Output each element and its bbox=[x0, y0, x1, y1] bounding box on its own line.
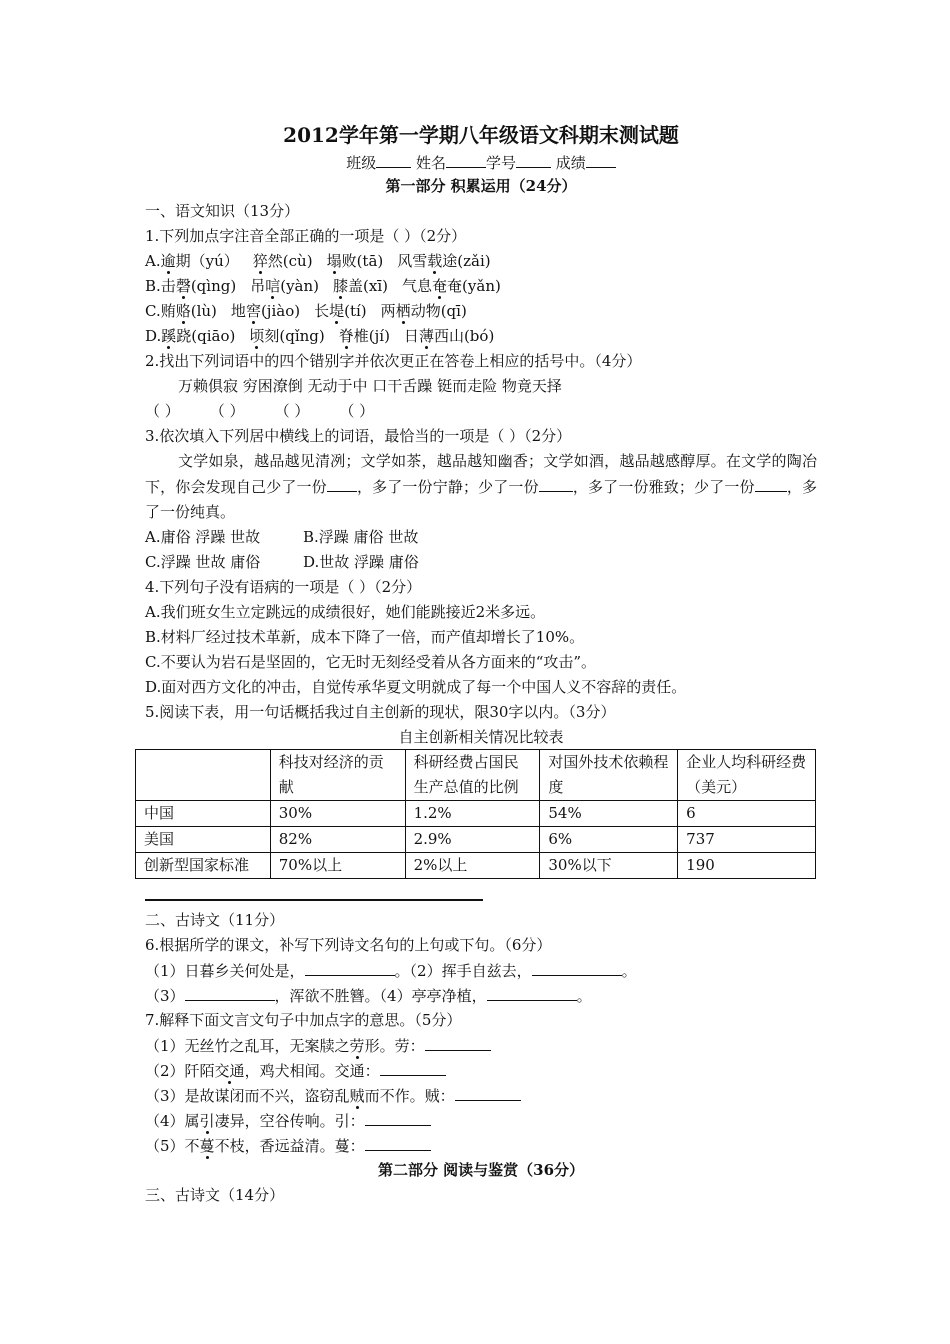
q3-option-a: A.庸俗 浮躁 世故 bbox=[145, 528, 261, 546]
pinyin-item bbox=[161, 274, 236, 299]
table-cell: 中国 bbox=[136, 801, 271, 827]
item-text: (tí) bbox=[344, 302, 367, 320]
name-label: 姓名 bbox=[415, 154, 446, 172]
q3-blank-1[interactable] bbox=[327, 474, 357, 492]
q4-option-b: B.材料厂经过技术革新，成本下降了一倍，而产值却增长了10%。 bbox=[145, 628, 585, 646]
exam-title: 2012学年第一学期八年级语文科期末测试题 bbox=[283, 123, 679, 147]
item-text: 地 bbox=[230, 302, 246, 320]
table-header-cell: 科技对经济的贡献 bbox=[270, 750, 405, 801]
q2-blank-2[interactable]: （ ） bbox=[209, 402, 245, 420]
number-blank[interactable] bbox=[516, 150, 551, 168]
line-text: 形。劳： bbox=[364, 1037, 425, 1055]
student-info-line bbox=[145, 150, 817, 174]
q1-option-b bbox=[145, 274, 817, 299]
q5-comparison-table bbox=[135, 749, 816, 879]
line-text: （1）无丝竹之乱耳，无案牍之 bbox=[145, 1037, 350, 1055]
dotted-character: 窖 bbox=[245, 302, 261, 320]
section-two-heading: 二、古诗文（11分） bbox=[145, 911, 285, 929]
q2-words: 万赖俱寂 穷困潦倒 无动于中 口干舌躁 铤而走险 物竟天择 bbox=[178, 377, 562, 395]
score-label: 成绩 bbox=[555, 154, 586, 172]
answer-blank[interactable] bbox=[380, 1058, 446, 1076]
q6-blank-2[interactable] bbox=[532, 958, 622, 976]
answer-blank[interactable] bbox=[365, 1133, 431, 1151]
item-text: 盖(xī) bbox=[348, 277, 389, 295]
pinyin-item bbox=[161, 249, 239, 274]
dotted-character: 引 bbox=[199, 1112, 215, 1130]
q3-options-cd bbox=[145, 550, 817, 575]
item-text: 然(cù) bbox=[267, 252, 313, 270]
q2-blank-1[interactable]: （ ） bbox=[145, 402, 180, 420]
section-divider bbox=[145, 899, 483, 901]
table-row bbox=[136, 801, 816, 827]
pinyin-item bbox=[250, 274, 319, 299]
q1-option-c bbox=[145, 299, 817, 324]
table-cell: 2%以上 bbox=[405, 853, 540, 879]
dotted-character: 顷 bbox=[249, 327, 265, 345]
line-text: （4）属 bbox=[145, 1112, 200, 1130]
item-text: (lù) bbox=[190, 302, 217, 320]
q7-stem: 7.解释下面文言文句子中加点字的意思。（5分） bbox=[145, 1011, 462, 1029]
pinyin-item bbox=[253, 249, 313, 274]
line-text: 而不作。贼： bbox=[364, 1087, 455, 1105]
q7-line bbox=[145, 1058, 817, 1083]
q2-blank-3[interactable]: （ ） bbox=[274, 402, 310, 420]
table-cell: 30%以下 bbox=[540, 853, 678, 879]
item-text: 吊 bbox=[250, 277, 266, 295]
item-text: 长 bbox=[314, 302, 330, 320]
q6-l1-b: 。（2）挥手自兹去， bbox=[394, 962, 532, 980]
q3-passage-c: ，多了一份雅致；少了一份 bbox=[572, 478, 755, 496]
q4-option-a: A.我们班女生立定跳远的成绩很好，她们能跳接近2米多远。 bbox=[145, 603, 546, 621]
item-text: 椎(jí) bbox=[353, 327, 390, 345]
table-cell: 737 bbox=[678, 827, 816, 853]
q4-option-d: D.面对西方文化的冲击，自觉传承华夏文明就成了每一个中国人义不容辞的责任。 bbox=[145, 678, 687, 696]
q6-blank-4[interactable] bbox=[487, 983, 577, 1001]
dotted-character: 磬 bbox=[175, 277, 191, 295]
q2-answer-blanks bbox=[145, 399, 817, 424]
q5-table-title: 自主创新相关情况比较表 bbox=[398, 728, 564, 746]
item-text: 期（yú） bbox=[175, 252, 239, 270]
dotted-character: 脊 bbox=[338, 327, 354, 345]
q3-options-ab bbox=[145, 525, 817, 550]
table-cell: 1.2% bbox=[405, 801, 540, 827]
q3-passage bbox=[145, 449, 817, 525]
q3-passage-b: ，多了一份宁静；少了一份 bbox=[356, 478, 539, 496]
answer-blank[interactable] bbox=[425, 1033, 491, 1051]
pinyin-item bbox=[339, 324, 390, 349]
q3-option-b: B.浮躁 庸俗 世故 bbox=[303, 528, 419, 546]
item-text: 途(zǎi) bbox=[442, 252, 491, 270]
table-cell: 190 bbox=[678, 853, 816, 879]
item-text: 刻(qǐng) bbox=[264, 327, 325, 345]
pinyin-item bbox=[333, 274, 388, 299]
line-text: 凄异，空谷传响。引： bbox=[214, 1112, 365, 1130]
q4-stem: 4.下列句子没有语病的一项是（ ）（2分） bbox=[145, 578, 422, 596]
q3-blank-2[interactable] bbox=[539, 474, 573, 492]
item-text: 风雪 bbox=[397, 252, 428, 270]
dotted-character: 堤 bbox=[329, 302, 345, 320]
q2-stem: 2.找出下列词语中的四个错别字并依次更正在答卷上相应的括号中。（4分） bbox=[145, 352, 642, 370]
item-text: (jiào) bbox=[260, 302, 301, 320]
table-cell: 创新型国家标准 bbox=[136, 853, 271, 879]
dotted-character: 蹊 bbox=[161, 327, 177, 345]
table-header-row bbox=[136, 750, 816, 801]
item-text: (qìng) bbox=[190, 277, 237, 295]
table-cell: 6% bbox=[540, 827, 678, 853]
item-text: 西山(bó) bbox=[433, 327, 495, 345]
part-one-heading: 第一部分 积累运用（24分） bbox=[385, 177, 577, 195]
exam-page bbox=[145, 120, 817, 1208]
pinyin-item bbox=[381, 299, 467, 324]
option-letter: A. bbox=[145, 252, 161, 270]
q6-l1-a: （1）日暮乡关何处是， bbox=[145, 962, 305, 980]
dotted-character: 唁 bbox=[265, 277, 281, 295]
q3-blank-3[interactable] bbox=[755, 474, 787, 492]
dotted-character: 赂 bbox=[175, 302, 191, 320]
q7-line bbox=[145, 1083, 817, 1108]
q1-options bbox=[145, 249, 817, 349]
class-label: 班级 bbox=[346, 154, 377, 172]
q3-stem: 3.依次填入下列居中横线上的词语，最恰当的一项是（ ）（2分） bbox=[145, 427, 572, 445]
table-header-cell bbox=[136, 750, 271, 801]
q7-line bbox=[145, 1033, 817, 1058]
dotted-character: 蔓 bbox=[199, 1137, 215, 1155]
q7-lines bbox=[145, 1033, 817, 1158]
line-text: ，鸡犬相闻。交通： bbox=[244, 1062, 380, 1080]
section-three-heading: 三、古诗文（14分） bbox=[145, 1186, 285, 1204]
pinyin-item bbox=[231, 299, 300, 324]
q5-stem: 5.阅读下表，用一句话概括我过自主创新的现状，限30字以内。（3分） bbox=[145, 703, 616, 721]
section-one-heading: 一、语文知识（13分） bbox=[145, 202, 300, 220]
dotted-character: 贼 bbox=[349, 1087, 365, 1105]
dotted-character: 膝 bbox=[333, 277, 349, 295]
q6-l2-c: 。 bbox=[576, 987, 592, 1005]
item-text: 击 bbox=[160, 277, 176, 295]
dotted-character: 猝 bbox=[252, 252, 268, 270]
table-cell: 54% bbox=[540, 801, 678, 827]
q3-passage-d: ，多了一份纯真。 bbox=[145, 478, 817, 521]
pinyin-item bbox=[314, 299, 367, 324]
line-text: 不枝，香远益清。蔓： bbox=[214, 1137, 365, 1155]
item-text: 两 bbox=[380, 302, 396, 320]
dotted-character: 栖 bbox=[395, 302, 411, 320]
item-text: 奄(yǎn) bbox=[447, 277, 501, 295]
q2-blank-4[interactable]: （ ） bbox=[339, 402, 375, 420]
q3-option-d: D.世故 浮躁 庸俗 bbox=[303, 553, 419, 571]
pinyin-item bbox=[397, 249, 490, 274]
item-text: 日 bbox=[403, 327, 419, 345]
table-cell: 美国 bbox=[136, 827, 271, 853]
q6-blank-3[interactable] bbox=[185, 983, 275, 1001]
option-letter: D. bbox=[145, 327, 162, 345]
q6-stem: 6.根据所学的课文，补写下列诗文名句的上句或下句。（6分） bbox=[145, 936, 552, 954]
q6-l1-c: 。 bbox=[621, 962, 637, 980]
name-blank[interactable] bbox=[446, 150, 486, 168]
pinyin-item bbox=[161, 324, 235, 349]
q7-line bbox=[145, 1133, 817, 1158]
q6-line-1 bbox=[145, 958, 817, 983]
pinyin-item bbox=[161, 299, 217, 324]
q6-l2-a: （3） bbox=[145, 987, 185, 1005]
table-cell: 70%以上 bbox=[270, 853, 405, 879]
option-letter: B. bbox=[145, 277, 161, 295]
dotted-character: 交通 bbox=[214, 1062, 245, 1080]
q1-stem: 1.下列加点字注音全部正确的一项是（ ）（2分） bbox=[145, 227, 467, 245]
line-text: （3）是故谋闭而不兴，盗窃乱 bbox=[145, 1087, 350, 1105]
table-row bbox=[136, 853, 816, 879]
line-text: （5）不 bbox=[145, 1137, 200, 1155]
table-cell: 2.9% bbox=[405, 827, 540, 853]
class-blank[interactable] bbox=[376, 150, 411, 168]
item-text: 气息 bbox=[402, 277, 433, 295]
dotted-character: 薄 bbox=[418, 327, 434, 345]
item-text: 贿 bbox=[160, 302, 176, 320]
q1-option-d bbox=[145, 324, 817, 349]
q6-blank-1[interactable] bbox=[305, 958, 395, 976]
table-header-cell: 企业人均科研经费（美元） bbox=[678, 750, 816, 801]
table-row bbox=[136, 827, 816, 853]
q4-option-c: C.不要认为岩石是坚固的，它无时无刻经受着从各方面来的“攻击”。 bbox=[145, 653, 597, 671]
dotted-character: 塌 bbox=[326, 252, 342, 270]
table-header-cell: 科研经费占国民生产总值的比例 bbox=[405, 750, 540, 801]
number-label: 学号 bbox=[486, 154, 517, 172]
q6-line-2 bbox=[145, 983, 817, 1008]
dotted-character: 载 bbox=[427, 252, 443, 270]
q7-line bbox=[145, 1108, 817, 1133]
q1-option-a bbox=[145, 249, 817, 274]
pinyin-item bbox=[249, 324, 324, 349]
pinyin-item bbox=[404, 324, 494, 349]
q3-option-c: C.浮躁 世故 庸俗 bbox=[145, 553, 261, 571]
option-letter: C. bbox=[145, 302, 161, 320]
table-cell: 6 bbox=[678, 801, 816, 827]
pinyin-item bbox=[402, 274, 501, 299]
score-blank[interactable] bbox=[586, 150, 616, 168]
q3-passage-a: 文学如泉，越品越见清冽；文学如茶，越品越知幽香；文学如酒，越品越感醇厚。在文学的陶冶下，你会发现自己少了一份 bbox=[145, 452, 817, 496]
table-cell: 30% bbox=[270, 801, 405, 827]
line-text: （2）阡陌 bbox=[145, 1062, 215, 1080]
dotted-character: 逾 bbox=[160, 252, 176, 270]
answer-blank[interactable] bbox=[365, 1108, 431, 1126]
answer-blank[interactable] bbox=[455, 1083, 521, 1101]
part-two-heading: 第二部分 阅读与鉴赏（36分） bbox=[377, 1161, 585, 1179]
item-text: (yàn) bbox=[280, 277, 320, 295]
item-text: 动物(qī) bbox=[410, 302, 467, 320]
table-cell: 82% bbox=[270, 827, 405, 853]
item-text: 跷(qiāo) bbox=[176, 327, 236, 345]
q6-l2-b: ，浑欲不胜簪。（4）亭亭净植， bbox=[274, 987, 487, 1005]
dotted-character: 劳 bbox=[349, 1037, 365, 1055]
dotted-character: 奄 bbox=[432, 277, 448, 295]
item-text: 败(tā) bbox=[341, 252, 384, 270]
table-header-cell: 对国外技术依赖程度 bbox=[540, 750, 678, 801]
pinyin-item bbox=[327, 249, 384, 274]
